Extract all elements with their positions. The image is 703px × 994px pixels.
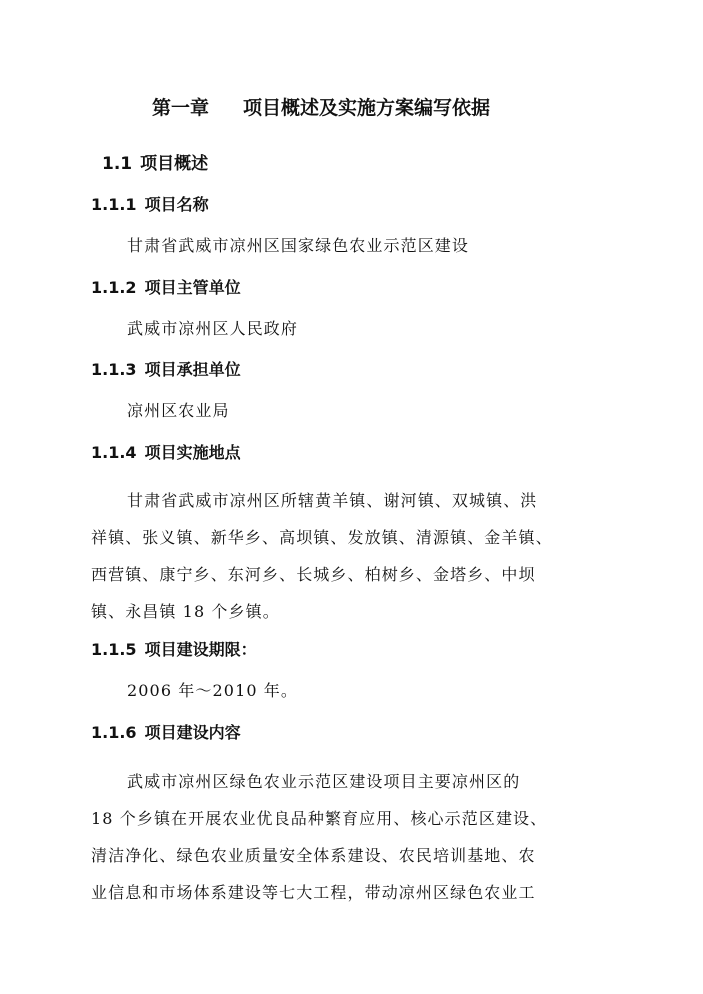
subsection-heading-1-1-3 <box>91 358 241 382</box>
subsection-heading-1-1-2 <box>91 276 241 300</box>
subsection-number: 1.1.6 <box>91 723 137 742</box>
subsection-title: 项目建设期限： <box>144 640 257 659</box>
subsection-number: 1.1.4 <box>91 443 137 462</box>
paragraph-line: 西营镇、康宁乡、东河乡、长城乡、柏树乡、金塔乡、中坝 <box>91 565 536 584</box>
subsection-title: 项目主管单位 <box>144 278 241 297</box>
subsection-heading-1-1-4 <box>91 441 241 465</box>
paragraph-line: 武威市凉州区绿色农业示范区建设项目主要凉州区的 <box>127 772 521 791</box>
paragraph-line: 18 个乡镇在开展农业优良品种繁育应用、核心示范区建设、 <box>91 809 548 828</box>
undertaking-unit-text: 凉州区农业局 <box>127 401 230 420</box>
paragraph-line: 甘肃省武威市凉州区所辖黄羊镇、谢河镇、双城镇、洪 <box>127 491 538 510</box>
paragraph-line: 祥镇、张义镇、新华乡、高坝镇、发放镇、清源镇、金羊镇、 <box>91 528 553 547</box>
section-title: 项目概述 <box>140 154 209 174</box>
subsection-heading-1-1-6 <box>91 721 241 745</box>
paragraph-line: 业信息和市场体系建设等七大工程，带动凉州区绿色农业工 <box>91 883 536 902</box>
subsection-title: 项目建设内容 <box>144 723 241 742</box>
paragraph-line: 清洁净化、绿色农业质量安全体系建设、农民培训基地、农 <box>91 846 536 865</box>
subsection-heading-1-1-5 <box>91 638 257 662</box>
construction-period-text: 2006 年～2010 年。 <box>127 681 299 700</box>
subsection-title: 项目承担单位 <box>144 360 241 379</box>
paragraph-line: 镇、永昌镇 18 个乡镇。 <box>91 602 280 621</box>
chapter-number: 第一章 <box>152 97 210 119</box>
section-number: 1.1 <box>102 154 133 174</box>
subsection-number: 1.1.3 <box>91 360 137 379</box>
subsection-title: 项目实施地点 <box>144 443 241 462</box>
construction-content-paragraph <box>91 763 596 911</box>
subsection-heading-1-1-1 <box>91 193 209 217</box>
project-name-text: 甘肃省武威市凉州区国家绿色农业示范区建设 <box>127 236 470 255</box>
subsection-number: 1.1.2 <box>91 278 137 297</box>
subsection-number: 1.1.5 <box>91 640 137 659</box>
subsection-title: 项目名称 <box>144 195 209 214</box>
chapter-title-text: 项目概述及实施方案编写依据 <box>243 97 491 119</box>
subsection-number: 1.1.1 <box>91 195 137 214</box>
section-heading-1-1 <box>102 151 208 177</box>
chapter-title <box>152 94 490 122</box>
implementation-location-paragraph <box>91 482 596 630</box>
supervising-unit-text: 武威市凉州区人民政府 <box>127 319 299 338</box>
